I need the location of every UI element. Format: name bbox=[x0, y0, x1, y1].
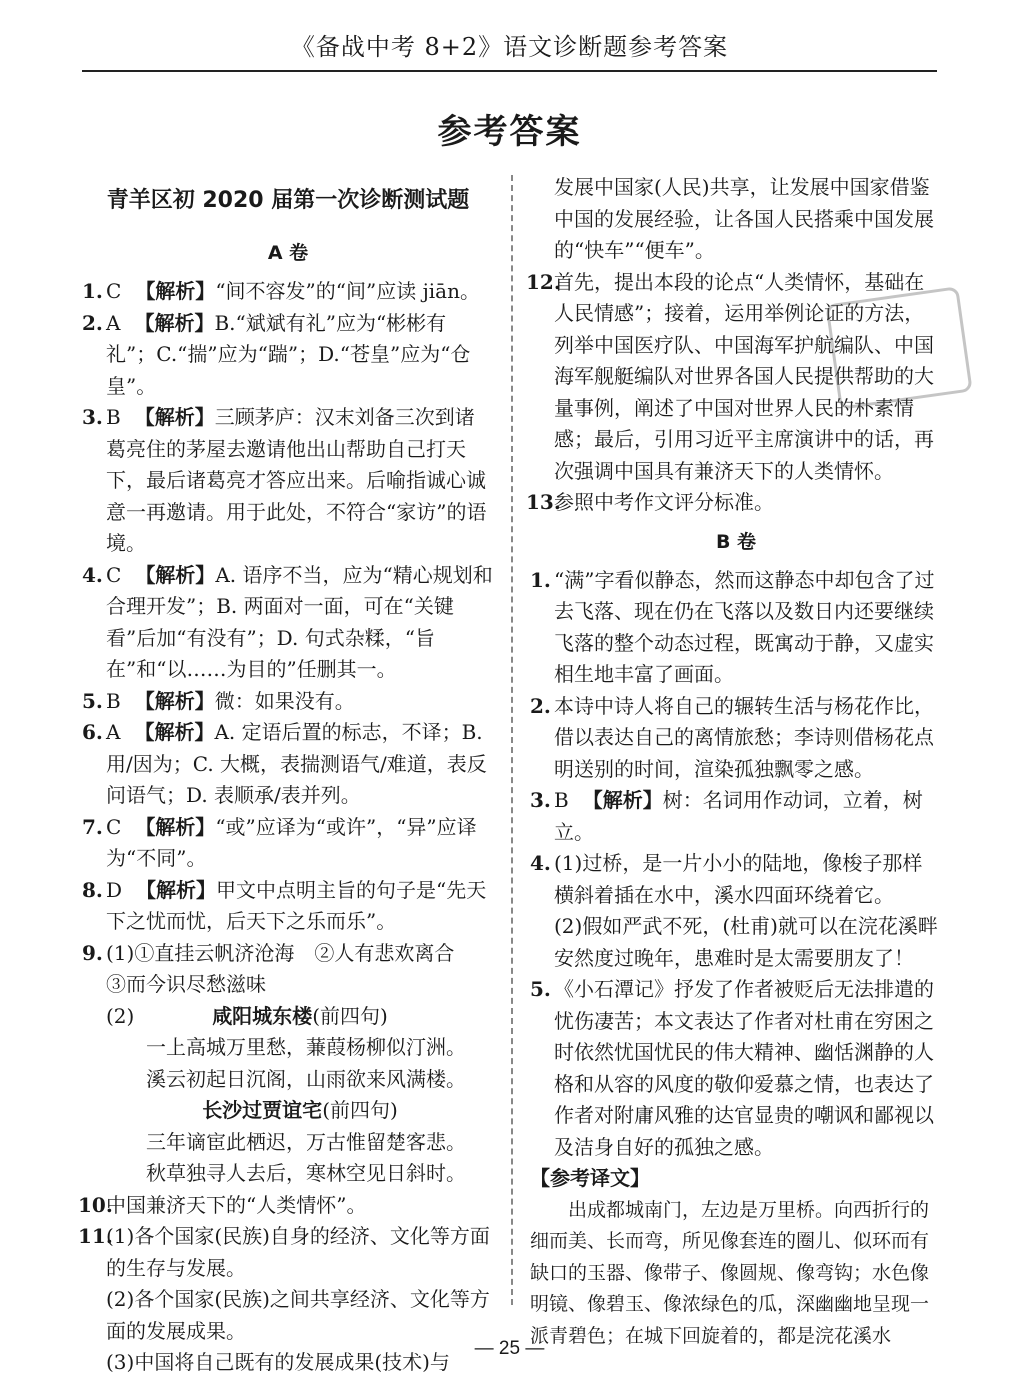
volume-a-heading: A 卷 bbox=[267, 242, 309, 264]
answer-item-5: 5. B 【解析】微：如果没有。 bbox=[82, 688, 355, 713]
answer-item-11-continued: 发展中国家(人民)共享，让发展中国家借鉴中国的发展经验，让各国人民搭乘中国发展的“快车”“便车”。 bbox=[554, 175, 934, 262]
poem-title-2: 长沙过贾谊宅(前四句) bbox=[202, 1098, 398, 1122]
watermark-stamp bbox=[825, 286, 972, 410]
left-column bbox=[78, 172, 494, 1379]
poem-1-line-1: 一上高城万里愁，蒹葭杨柳似汀洲。 bbox=[146, 1035, 466, 1059]
answer-item-9: 9. (1)①直挂云帆济沧海 ②人有悲欢离合 ③而今识尽愁滋味 (2) bbox=[82, 938, 494, 1033]
section-title: 青羊区初 2020 届第一次诊断测试题 bbox=[106, 188, 470, 213]
answer-item-7: 7. C 【解析】“或”应译为“或许”，“异”应译为“不同”。 bbox=[82, 814, 477, 870]
answer-item-8: 8. D 【解析】甲文中点明主旨的句子是“先天下之忧而忧，后天下之乐而乐”。 bbox=[82, 877, 487, 933]
page-number: — 25 — bbox=[474, 1338, 545, 1359]
poem-title-1: 咸阳城东楼(前四句) bbox=[212, 1003, 388, 1028]
volume-b-heading: B 卷 bbox=[715, 530, 757, 553]
answer-item-11: 11. (1)各个国家(民族)自身的经济、文化等方面的生存与发展。 (2)各个国家(民族)之间共享经济、文化等方面的发展成果。 (3)中国将自己既有的发展成果(技术)与 bbox=[78, 1224, 490, 1374]
poem-1-line-2: 溪云初起日沉阁，山雨欲来风满楼。 bbox=[146, 1066, 466, 1091]
b-answer-item-3: 3. B 【解析】树：名词用作动词，立着，树立。 bbox=[530, 788, 923, 844]
page-title: 参考答案 bbox=[437, 112, 582, 152]
running-header: 《备战中考 8+2》语文诊断题参考答案 bbox=[290, 33, 729, 61]
answer-item-12: 12. 首先，提出本段的论点“人类情怀，基础在人民情感”；接着，运用举例论证的方法，列举中国医疗队、中国海军护航编队、中国海军舰艇编队对世界各国人民提供帮助的大量事例，阐述了中国对世界人民的朴素情感；最后，引用习近平主席演讲中的话，再次强调中国具有兼济天下的人类情怀。 bbox=[526, 269, 934, 483]
answer-item-10: 10. 中国兼济天下的“人类情怀”。 bbox=[78, 1192, 367, 1217]
answer-item-13: 13. 参照中考作文评分标准。 bbox=[526, 490, 774, 514]
b-answer-item-4: 4. (1)过桥，是一片小小的陆地，像梭子那样横斜着插在水中，溪水四面环绕着它。 (2)假如严武不死，(杜甫)就可以在浣花溪畔安然度过晚年，患难时是太需要朋友了！ bbox=[530, 851, 938, 970]
column-divider bbox=[511, 175, 513, 1305]
answer-item-1: 1. C 【解析】“间不容发”的“间”应读 jiān。 bbox=[82, 279, 480, 303]
header-rule bbox=[82, 70, 937, 72]
translation-heading: 【参考译文】 bbox=[530, 1166, 650, 1190]
answer-item-6: 6. A 【解析】A. 定语后置的标志，不译；B. 用/因为；C. 大概，表揣测语气/难道，表反问语气；D. 表顺承/表并列。 bbox=[82, 720, 487, 807]
translation-text: 出成都城南门，左边是万里桥。向西折行的细而美、长而弯，所见像套连的圈儿、似环而有缺口的玉器、像带子、像圆规、像弯钩；水色像明镜、像碧玉、像浓绿色的瓜，深幽幽地呈现一派青碧色；在城下回旋着的，都是浣花溪水 bbox=[530, 1198, 930, 1347]
b-answer-item-1: 1. “满”字看似静态，然而这静态中却包含了过去飞落、现在仍在飞落以及数日内还要继续飞落的整个动态过程，既寓动于静，又虚实相生地丰富了画面。 bbox=[530, 567, 935, 686]
poem-2-line-2: 秋草独寻人去后，寒林空见日斜时。 bbox=[146, 1161, 466, 1185]
answer-item-3: 3. B 【解析】三顾茅庐：汉末刘备三次到诸葛亮住的茅屋去邀请他出山帮助自己打天下，最后诸葛亮才答应出来。后喻指诚心诚意一再邀请。用于此处，不符合“家访”的语境。 bbox=[82, 405, 487, 555]
b-answer-item-5: 5. 《小石潭记》抒发了作者被贬后无法排遣的忧伤凄苦；本文表达了作者对杜甫在穷困之时依然忧国忧民的伟大精神、幽恬渊静的人格和从容的风度的敬仰爱慕之情，也表达了作者对附庸风雅的达官显贵的嘲讽和鄙视以及洁身自好的孤独之感。 bbox=[530, 977, 934, 1159]
answer-item-2: 2. A 【解析】B.“斌斌有礼”应为“彬彬有礼”；C.“揣”应为“踹”；D.“苍皇”应为“仓皇”。 bbox=[82, 310, 471, 398]
b-answer-item-2: 2. 本诗中诗人将自己的辗转生活与杨花作比，借以表达自己的离情旅愁；李诗则借杨花点明送别的时间，渲染孤独飘零之感。 bbox=[530, 693, 934, 781]
answer-item-4: 4. C 【解析】A. 语序不当，应为“精心规划和合理开发”；B. 两面对一面，可在“关键看”后加“有没有”；D. 句式杂糅，“旨在”和“以……为目的”任删其一。 bbox=[82, 562, 493, 681]
poem-2-line-1: 三年谪宦此栖迟，万古惟留楚客悲。 bbox=[146, 1129, 466, 1154]
sub-question-2: (2) bbox=[106, 1003, 135, 1028]
